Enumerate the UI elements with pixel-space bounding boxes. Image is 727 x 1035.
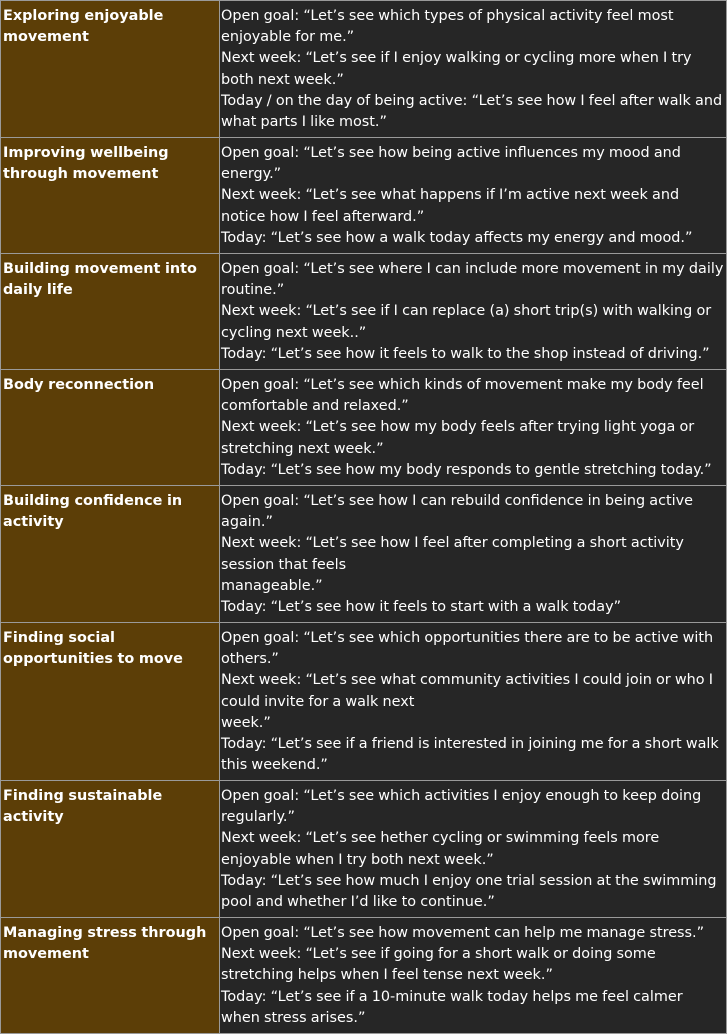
open-goal-text: Open goal: “Let’s see which kinds of movement make my body feel comfortable and relaxed.” [221,377,704,415]
goal-cell [220,138,727,254]
today-text: Today: “Let’s see if a 10-minute walk today helps me feel calmer when stress arises.” [221,988,683,1026]
open-goal-text: Open goal: “Let’s see which activities I enjoy enough to keep doing regularly.” [221,788,702,826]
open-goal-text: Open goal: “Let’s see which types of physical activity feel most enjoyable for me.” [221,8,674,46]
today-text: Today / on the day of being active: “Let’s see how I feel after walk and what parts I like most.” [221,92,723,131]
next-week-text: Next week: “Let’s see how my body feels after trying light yoga or stretching next week.” [221,419,695,457]
today-text: Today: “Let’s see how it feels to start with a walk today” [221,599,622,616]
today-text: Today: “Let’s see how a walk today affects my energy and mood.” [221,229,693,246]
goal-cell [220,254,727,370]
theme-cell: Exploring enjoyable movement [1,1,220,138]
goal-cell [220,370,727,486]
goal-cell [220,623,727,781]
open-goal-text: Open goal: “Let’s see how being active influences my mood and energy.” [221,145,681,183]
theme-cell: Finding sustainable activity [1,781,220,918]
goal-cell [220,918,727,1034]
open-goal-text: Open goal: “Let’s see how I can rebuild confidence in being active again.” [221,493,694,531]
today-text: Today: “Let’s see if a friend is interested in joining me for a short walk this weekend.” [221,736,719,774]
next-week-text: Next week: “Let’s see what community activities I could join or who I could invite for a walk next [221,672,713,710]
goal-cell [220,486,727,623]
next-week-text: Next week: “Let’s see if I enjoy walking or cycling more when I try both next week.” [221,50,692,88]
next-week-text: Next week: “Let’s see if I can replace (a) short trip(s) with walking or cycling next week..” [221,303,712,341]
theme-cell: Improving wellbeing through movement [1,138,220,254]
goal-cell [220,1,727,138]
next-week-text: Next week: “Let’s see how I feel after completing a short activity session that feels [221,535,684,573]
table-row [1,370,727,486]
next-week-text: Next week: “Let’s see what happens if I’m active next week and notice how I feel afterward.” [221,187,680,225]
table-row [1,1,727,138]
table-row [1,781,727,918]
open-goal-text: Open goal: “Let’s see how movement can help me manage stress.” [221,925,705,941]
open-goal-text: Open goal: “Let’s see where I can include more movement in my daily routine.” [221,261,724,299]
open-goal-text: Open goal: “Let’s see which opportunities there are to be active with others.” [221,630,714,668]
theme-cell: Building confidence in activity [1,486,220,623]
next-week-text-continued: week.” [221,714,271,731]
theme-cell: Body reconnection [1,370,220,486]
today-text: Today: “Let’s see how my body responds to gentle stretching today.” [221,461,712,478]
theme-cell: Managing stress through movement [1,918,220,1034]
table-row [1,623,727,781]
theme-cell: Finding social opportunities to move [1,623,220,781]
next-week-text-continued: manageable.” [221,577,323,594]
table-row [1,486,727,623]
table-row [1,254,727,370]
today-text: Today: “Let’s see how much I enjoy one trial session at the swimming pool and whether I’d like to continue.” [221,872,717,911]
goal-cell [220,781,727,918]
table-row [1,138,727,254]
theme-cell: Building movement into daily life [1,254,220,370]
next-week-text: Next week: “Let’s see hether cycling or swimming feels more enjoyable when I try both next week.” [221,830,660,868]
table-row [1,918,727,1034]
next-week-text: Next week: “Let’s see if going for a short walk or doing some stretching helps when I feel tense next week.” [221,946,656,984]
today-text: Today: “Let’s see how it feels to walk to the shop instead of driving.” [221,345,710,362]
